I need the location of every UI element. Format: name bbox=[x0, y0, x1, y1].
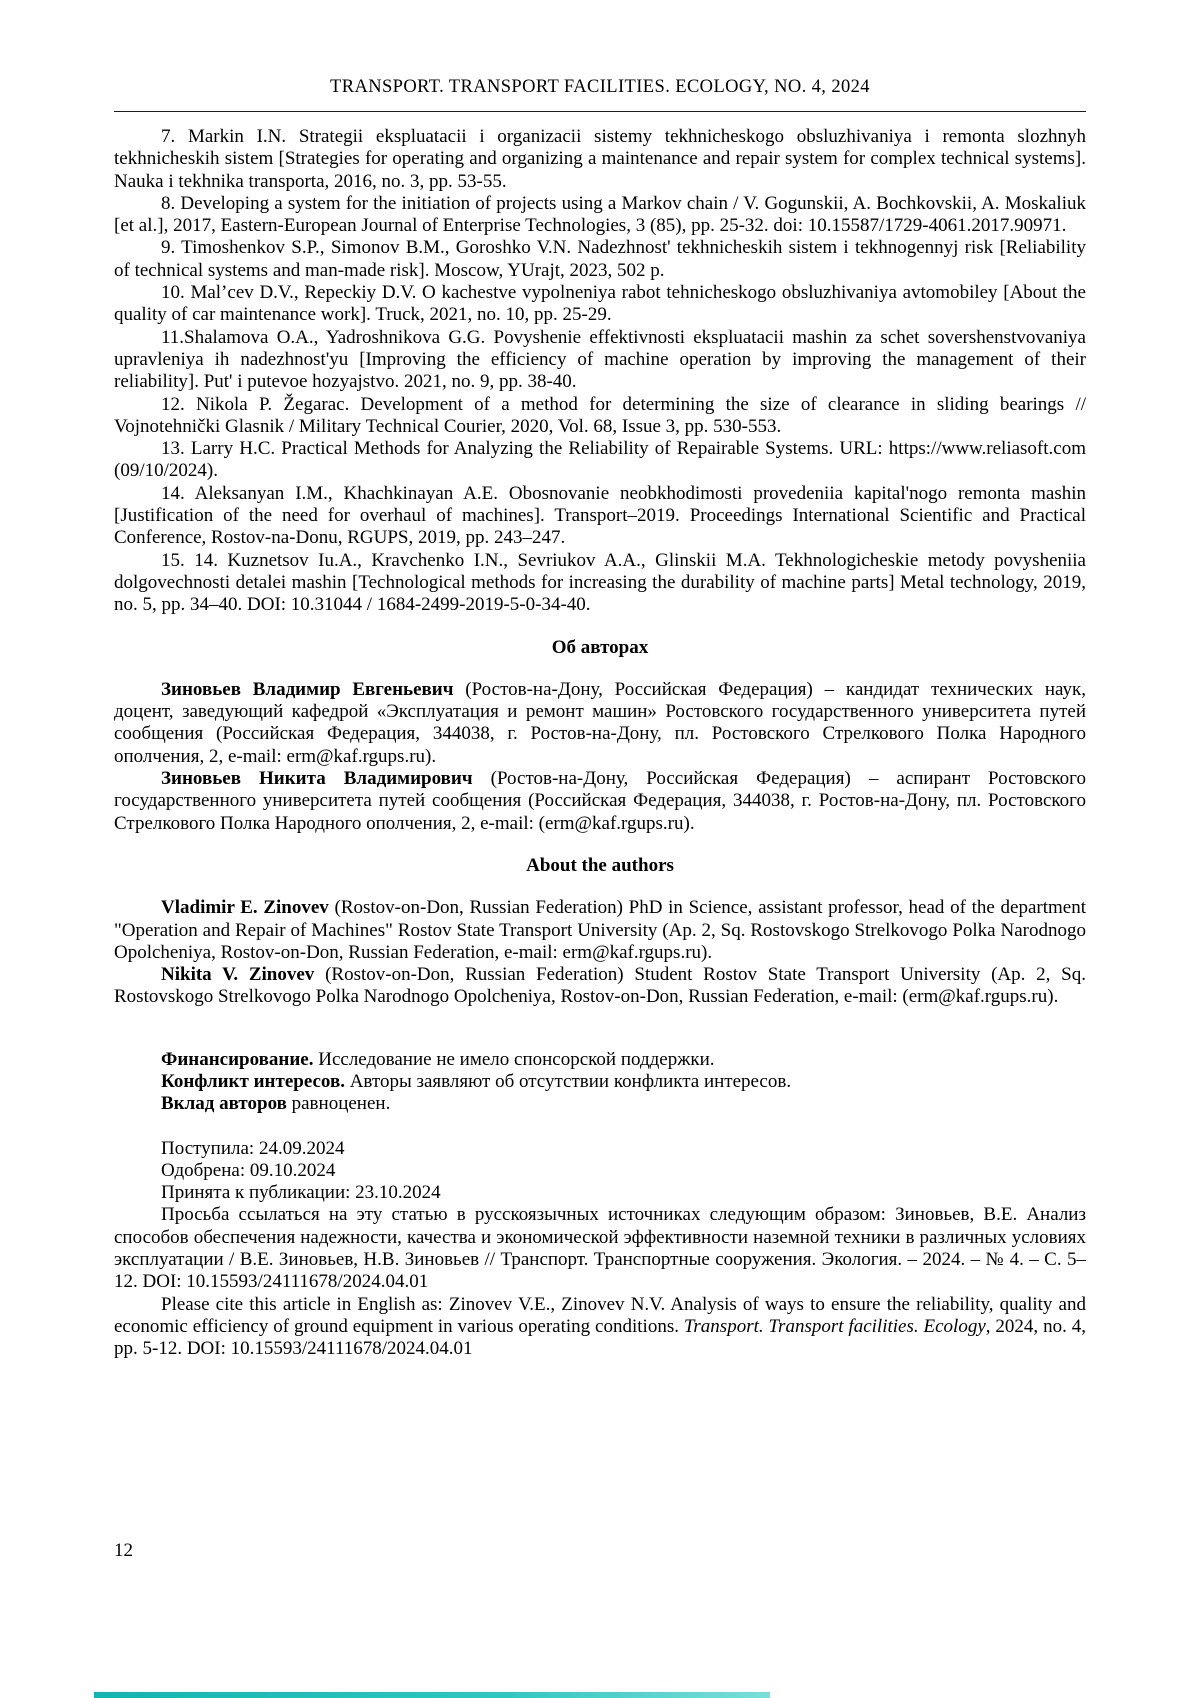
author-name-ru-1: Зиновьев Владимир Евгеньевич bbox=[161, 678, 454, 700]
author-name-en-2: Nikita V. Zinovev bbox=[161, 964, 315, 986]
citation-en-text: Please cite this article in English as: Zinovev V.E., Zinovev N.V. Analysis of ways to ensure the reliability, quality and economic efficiency of ground equipment in various operating conditions. bbox=[114, 1293, 1086, 1337]
funding-line bbox=[114, 1049, 1086, 1071]
contribution-text: равноценен. bbox=[286, 1093, 391, 1115]
reference-item-14: 14. Aleksanyan I.M., Khachkinayan A.E. Obosnovanie neobkhodimosti provedeniia kapital'nogo remonta mashin [Justification of the need for overhaul of machines]. Transport–2019. Proceedings International Scientific and Practical Conference, Rostov-na-Donu, RGUPS, 2019, pp. 243–247. bbox=[114, 482, 1086, 549]
conflict-text: Авторы заявляют об отсутствии конфликта интересов. bbox=[344, 1070, 792, 1092]
reference-item-10: 10. Mal’cev D.V., Repeckiy D.V. O kachestve vypolneniya rabot tehnicheskogo obsluzhivaniya avtomobiley [About the quality of car maintenance work]. Truck, 2021, no. 10, pp. 25-29. bbox=[114, 282, 1086, 326]
about-authors-en-section bbox=[114, 897, 1086, 1008]
about-authors-en-heading: About the authors bbox=[526, 854, 674, 876]
author-paragraph-ru-2 bbox=[114, 768, 1086, 835]
article-dates-section bbox=[114, 1138, 1086, 1205]
accepted-date: Принята к публикации: 23.10.2024 bbox=[161, 1182, 441, 1204]
citation-ru: Просьба ссылаться на эту статью в русскоязычных источниках следующим образом: Зиновьев, В.Е. Анализ способов обеспечения надежности, качества и экономической эффективности наземной техники в различных условиях эксплуатации / В.Е. Зиновьев, Н.В. Зиновьев // Транспорт. Транспортные сооружения. Экология. – 2024. – № 4. – С. 5–12. DOI: 10.15593/24111678/2024.04.01 bbox=[114, 1204, 1086, 1293]
bottom-bar-artifact bbox=[94, 1692, 770, 1698]
author-paragraph-en-2 bbox=[114, 964, 1086, 1009]
author-name-ru-2: Зиновьев Никита Владимирович bbox=[161, 768, 473, 790]
page-number: 12 bbox=[114, 1540, 133, 1561]
page-content bbox=[114, 126, 1086, 1361]
contribution-label: Вклад авторов bbox=[161, 1093, 287, 1115]
reference-item-12: 12. Nikola P. Žegarac. Development of a method for determining the size of clearance in sliding bearings // Vojnotehnički Glasnik / Military Technical Courier, 2020, Vol. 68, Issue 3, pp. 530-553. bbox=[114, 393, 1086, 437]
author-info-en-2: (Rostov-on-Don, Russian Federation) Student Rostov State Transport University (Ap. 2, Sq. Rostovskogo Strelkovogo Polka Narodnogo Opolcheniya, Rostov-on-Don, Russian Federation, e-mail: (erm@kaf.rgups.ru). bbox=[114, 964, 1086, 1008]
article-meta-section bbox=[114, 1049, 1086, 1116]
journal-header bbox=[114, 76, 1086, 112]
author-paragraph-ru-1 bbox=[114, 679, 1086, 768]
author-name-en-1: Vladimir E. Zinovev bbox=[161, 897, 329, 919]
contribution-line bbox=[114, 1093, 1086, 1115]
references-section bbox=[114, 126, 1086, 617]
approved-date: Одобрена: 09.10.2024 bbox=[161, 1159, 336, 1181]
citation-en bbox=[114, 1294, 1086, 1361]
reference-item-9: 9. Timoshenkov S.P., Simonov B.M., Goroshko V.N. Nadezhnost' tekhnicheskih sistem i tekhnogennyj risk [Reliability of technical systems and man-made risk]. Moscow, YUrajt, 2023, 502 p. bbox=[114, 237, 1086, 281]
reference-item-15: 15. 14. Kuznetsov Iu.A., Kravchenko I.N., Sevriukov A.A., Glinskii M.A. Tekhnologicheskie metody povysheniia dolgovechnosti detalei mashin [Technological methods for increasing the durability of machine parts] Metal technology, 2019, no. 5, pp. 34–40. DOI: 10.31044 / 1684-2499-2019-5-0-34-40. bbox=[114, 549, 1086, 616]
reference-item-11: 11.Shalamova O.A., Yadroshnikova G.G. Povyshenie effektivnosti ekspluatacii mashin za schet sovershenstvovaniya upravleniya ih nadezhnost'yu [Improving the efficiency of machine operation by improving the management of their reliability]. Put' i putevoe hozyajstvo. 2021, no. 9, pp. 38-40. bbox=[114, 326, 1086, 393]
about-authors-ru-heading: Об авторах bbox=[551, 636, 649, 658]
reference-item-7: 7. Markin I.N. Strategii ekspluatacii i organizacii sistemy tekhnicheskogo obsluzhivaniya i remonta slozhnyh tekhnicheskih sistem [Strategies for operating and organizing a maintenance and repair system for complex technical systems]. Nauka i tekhnika transporta, 2016, no. 3, pp. 53-55. bbox=[114, 126, 1086, 192]
author-info-en-1: (Rostov-on-Don, Russian Federation) PhD in Science, assistant professor, head of the department "Operation and Repair of Machines" Rostov State Transport University (Ap. 2, Sq. Rostovskogo Strelkovogo Polka Narodnogo Opolcheniya, Rostov-on-Don, Russian Federation, e-mail: erm@kaf.rgups.ru). bbox=[114, 897, 1087, 963]
journal-title: TRANSPORT. TRANSPORT FACILITIES. ECOLOGY, NO. 4, 2024 bbox=[330, 77, 870, 97]
received-date: Поступила: 24.09.2024 bbox=[161, 1137, 345, 1159]
author-info-ru-1: (Ростов-на-Дону, Российская Федерация) – кандидат технических наук, доцент, заведующий кафедрой «Эксплуатация и ремонт машин» Ростовского государственного университета путей сообщения (Российская Федерация, 344038, г. Ростов-на-Дону, пл. Ростовского Стрелкового Полка Народного ополчения, 2, e-mail: erm@kaf.rgups.ru). bbox=[114, 678, 1086, 767]
conflict-label: Конфликт интересов. bbox=[161, 1070, 345, 1092]
funding-label: Финансирование. bbox=[161, 1048, 314, 1070]
funding-text: Исследование не имело спонсорской поддержки. bbox=[313, 1048, 715, 1070]
citation-en-journal: Transport. Transport facilities. Ecology bbox=[683, 1315, 986, 1337]
reference-item-8: 8. Developing a system for the initiation of projects using a Markov chain / V. Gogunskii, A. Bochkovskii, A. Moskaliuk [et al.], 2017, Eastern-European Journal of Enterprise Technologies, 3 (85), pp. 25-32. doi: 10.15587/1729-4061.2017.90971. bbox=[114, 192, 1086, 237]
citation-en-tail: , 2024, no. 4, pp. 5-12. DOI: 10.15593/24111678/2024.04.01 bbox=[114, 1315, 1086, 1360]
author-paragraph-en-1 bbox=[114, 897, 1086, 964]
author-info-ru-2: (Ростов-на-Дону, Российская Федерация) – аспирант Ростовского государственного университета путей сообщения (Российская Федерация, 344038, г. Ростов-на-Дону, пл. Ростовского Стрелкового Полка Народного ополчения, 2, e-mail: (erm@kaf.rgups.ru). bbox=[114, 768, 1086, 834]
reference-item-13: 13. Larry H.C. Practical Methods for Analyzing the Reliability of Repairable Systems. URL: https://www.reliasoft.com (09/10/2024). bbox=[114, 438, 1086, 482]
conflict-line bbox=[114, 1071, 1086, 1093]
about-authors-ru-section bbox=[114, 679, 1086, 835]
